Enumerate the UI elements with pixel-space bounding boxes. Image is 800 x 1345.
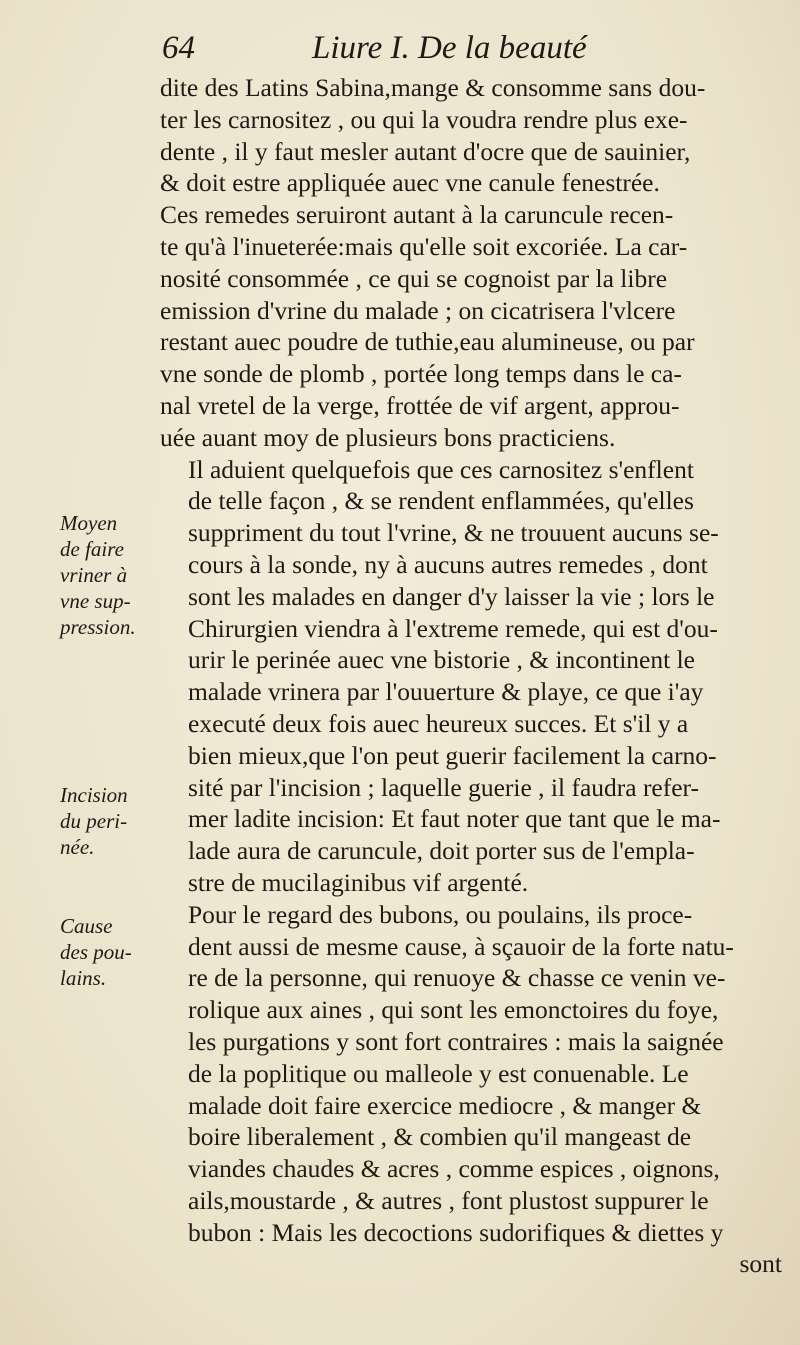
text-line: nosité consommée , ce qui se cognoist par la libre — [160, 263, 668, 293]
text-line: boire liberalement , & combien qu'il mangeast de — [188, 1122, 692, 1152]
text-line: ter les carnositez , ou qui la voudra rendre plus exe- — [160, 104, 688, 134]
text-line: bien mieux,que l'on peut guerir facilement la carno- — [188, 740, 717, 770]
margin-note-line: du peri- — [60, 809, 128, 833]
text-line: & doit estre appliquée auec vne canule fenestrée. — [160, 168, 660, 198]
text-line: executé deux fois auec heureux succes. Et s'il y a — [188, 708, 689, 738]
text-line: te qu'à l'inueterée:mais qu'elle soit excoriée. La car- — [160, 231, 688, 261]
margin-note-line: de faire — [60, 537, 124, 561]
paragraph — [160, 72, 782, 454]
page-header — [160, 30, 680, 74]
margin-note-line: lains. — [60, 966, 107, 990]
catchword: sont — [739, 1249, 782, 1279]
text-line: nal vretel de la verge, frottée de vif argent, approu- — [160, 390, 680, 420]
text-line: malade doit faire exercice mediocre , & manger & — [188, 1090, 702, 1120]
text-line: stre de mucilaginibus vif argenté. — [188, 867, 529, 897]
paragraph — [160, 454, 782, 899]
margin-note-line: Incision — [60, 783, 128, 807]
running-title: Liure I. De la beauté — [312, 30, 587, 66]
margin-note-incision — [60, 782, 160, 860]
text-line: sité par l'incision ; laquelle guerie , il faudra refer- — [188, 772, 700, 802]
text-line: lade aura de caruncule, doit porter sus de l'empla- — [188, 836, 695, 866]
text-line: urir le perinée auec vne bistorie , & incontinent le — [188, 645, 695, 675]
text-line: dite des Latins Sabina,mange & consomme sans dou- — [160, 73, 706, 102]
text-line: Chirurgien viendra à l'extreme remede, qui est d'ou- — [188, 613, 718, 643]
text-line: sont les malades en danger d'y laisser la vie ; lors le — [188, 581, 715, 611]
margin-note-line: des pou- — [60, 940, 132, 964]
text-line: Ces remedes seruiront autant à la caruncule recen- — [160, 200, 674, 230]
text-line: dent aussi de mesme cause, à sçauoir de la forte natu- — [188, 931, 734, 961]
text-line: de telle façon , & se rendent enflammées, qu'elles — [188, 486, 694, 516]
text-line: de la poplitique ou malleole y est conuenable. Le — [188, 1058, 689, 1088]
page-number: 64 — [162, 30, 195, 66]
text-line: viandes chaudes & acres , comme espices , oignons, — [188, 1154, 720, 1184]
margin-note-line: vriner à — [60, 563, 128, 587]
text-line: mer ladite incision: Et faut noter que tant que le ma- — [188, 804, 721, 834]
text-line: re de la personne, qui renuoye & chasse ce venin ve- — [188, 963, 726, 993]
text-line: malade vrinera par l'ouuerture & playe, ce que i'ay — [188, 677, 704, 707]
main-text-block — [160, 72, 782, 1280]
text-line: ails,moustarde , & autres , font plustost suppurer le — [188, 1185, 709, 1215]
margin-note-urination — [60, 510, 160, 640]
margin-note-line: vne sup- — [60, 589, 131, 613]
text-line: les purgations y sont fort contraires : mais la saignée — [188, 1026, 724, 1056]
text-line: Il aduient quelquefois que ces carnositez s'enflent — [188, 454, 694, 484]
margin-note-line: née. — [60, 835, 95, 859]
text-line: bubon : Mais les decoctions sudorifiques & diettes y — [188, 1217, 724, 1247]
margin-note-line: pression. — [60, 615, 136, 639]
margin-note-bubons — [60, 913, 160, 991]
text-line: emission d'vrine du malade ; on cicatrisera l'vlcere — [160, 295, 676, 325]
text-line: vne sonde de plomb , portée long temps dans le ca- — [160, 359, 682, 389]
text-line: rolique aux aines , qui sont les emonctoires du foye, — [188, 995, 719, 1025]
text-line: uée auant moy de plusieurs bons practiciens. — [160, 422, 616, 452]
text-line: Pour le regard des bubons, ou poulains, ils proce- — [188, 899, 693, 929]
text-line: dente , il y faut mesler autant d'ocre que de sauinier, — [160, 136, 691, 166]
text-line: restant auec poudre de tuthie,eau alumineuse, ou par — [160, 327, 695, 357]
text-line: suppriment du tout l'vrine, & ne trouuent aucuns se- — [188, 518, 719, 548]
margin-note-line: Cause — [60, 914, 113, 938]
paragraph — [160, 899, 782, 1281]
margin-note-line: Moyen — [60, 511, 118, 535]
text-line: cours à la sonde, ny à aucuns autres remedes , dont — [188, 549, 708, 579]
